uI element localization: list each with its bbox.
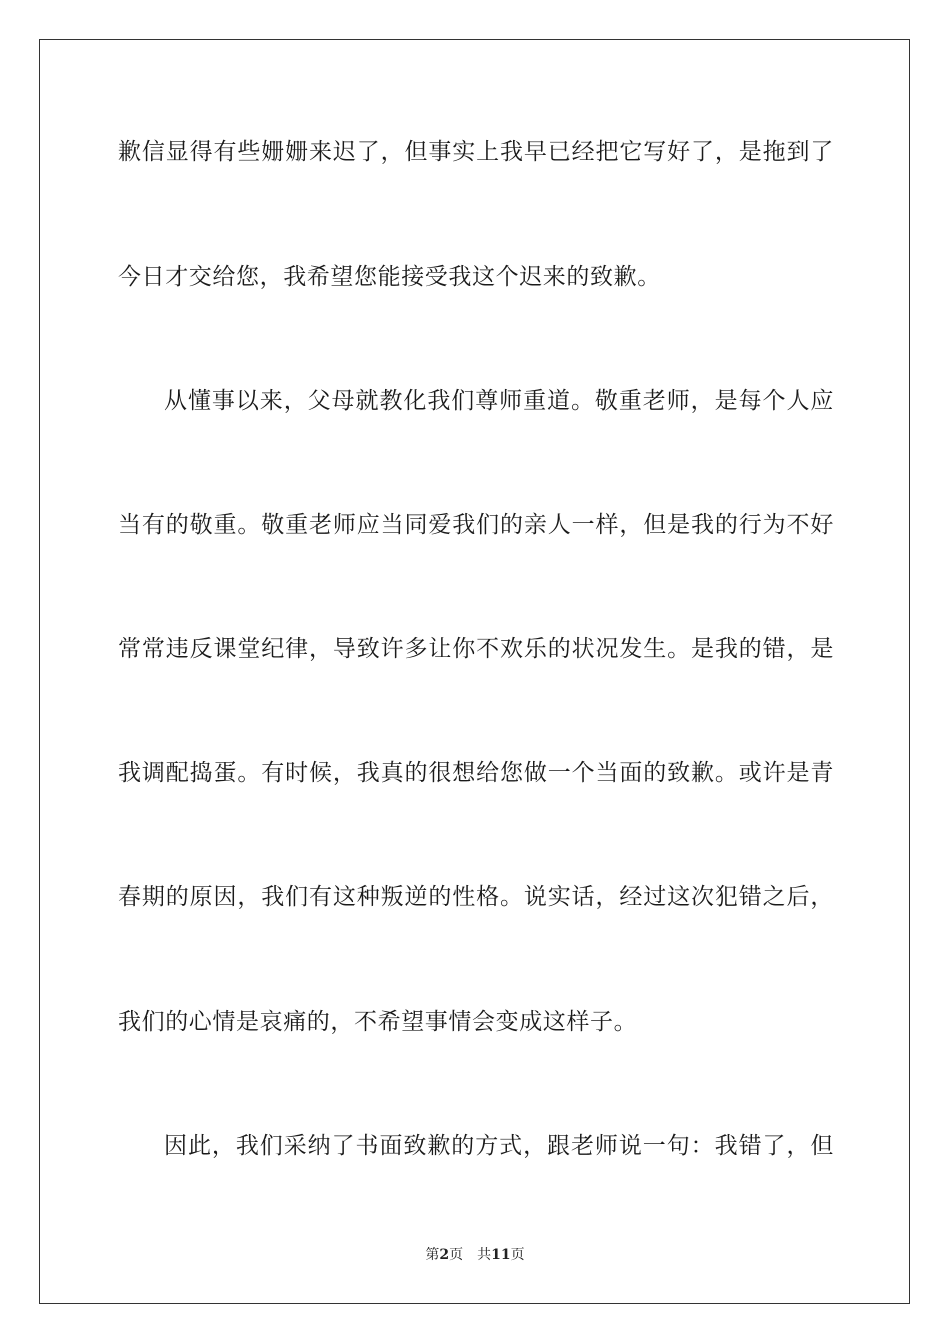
body-line-1: 歉信显得有些姗姗来迟了，但事实上我早已经把它写好了，是拖到了	[118, 139, 834, 165]
total-suffix: 页	[510, 1247, 525, 1263]
body-line-9: 因此，我们采纳了书面致歉的方式，跟老师说一句：我错了，但	[164, 1133, 834, 1159]
page-number: 2	[439, 1247, 450, 1263]
page-border	[39, 39, 910, 1304]
body-line-5: 常常违反课堂纪律，导致许多让你不欢乐的状况发生。是我的错，是	[118, 636, 834, 662]
total-prefix: 共	[477, 1247, 492, 1263]
page-prefix: 第	[425, 1247, 440, 1263]
page-footer	[0, 1246, 950, 1264]
body-line-3: 从懂事以来，父母就教化我们尊师重道。敬重老师，是每个人应	[164, 388, 834, 414]
body-line-2: 今日才交给您，我希望您能接受我这个迟来的致歉。	[118, 264, 661, 290]
body-line-6: 我调配捣蛋。有时候，我真的很想给您做一个当面的致歉。或许是青	[118, 760, 834, 786]
page-suffix: 页	[449, 1247, 464, 1263]
body-line-4: 当有的敬重。敬重老师应当同爱我们的亲人一样，但是我的行为不好	[118, 512, 834, 538]
body-line-7: 春期的原因，我们有这种叛逆的性格。说实话，经过这次犯错之后，	[118, 884, 834, 910]
total-pages: 11	[491, 1247, 511, 1263]
body-line-8: 我们的心情是哀痛的，不希望事情会变成这样子。	[118, 1009, 638, 1035]
